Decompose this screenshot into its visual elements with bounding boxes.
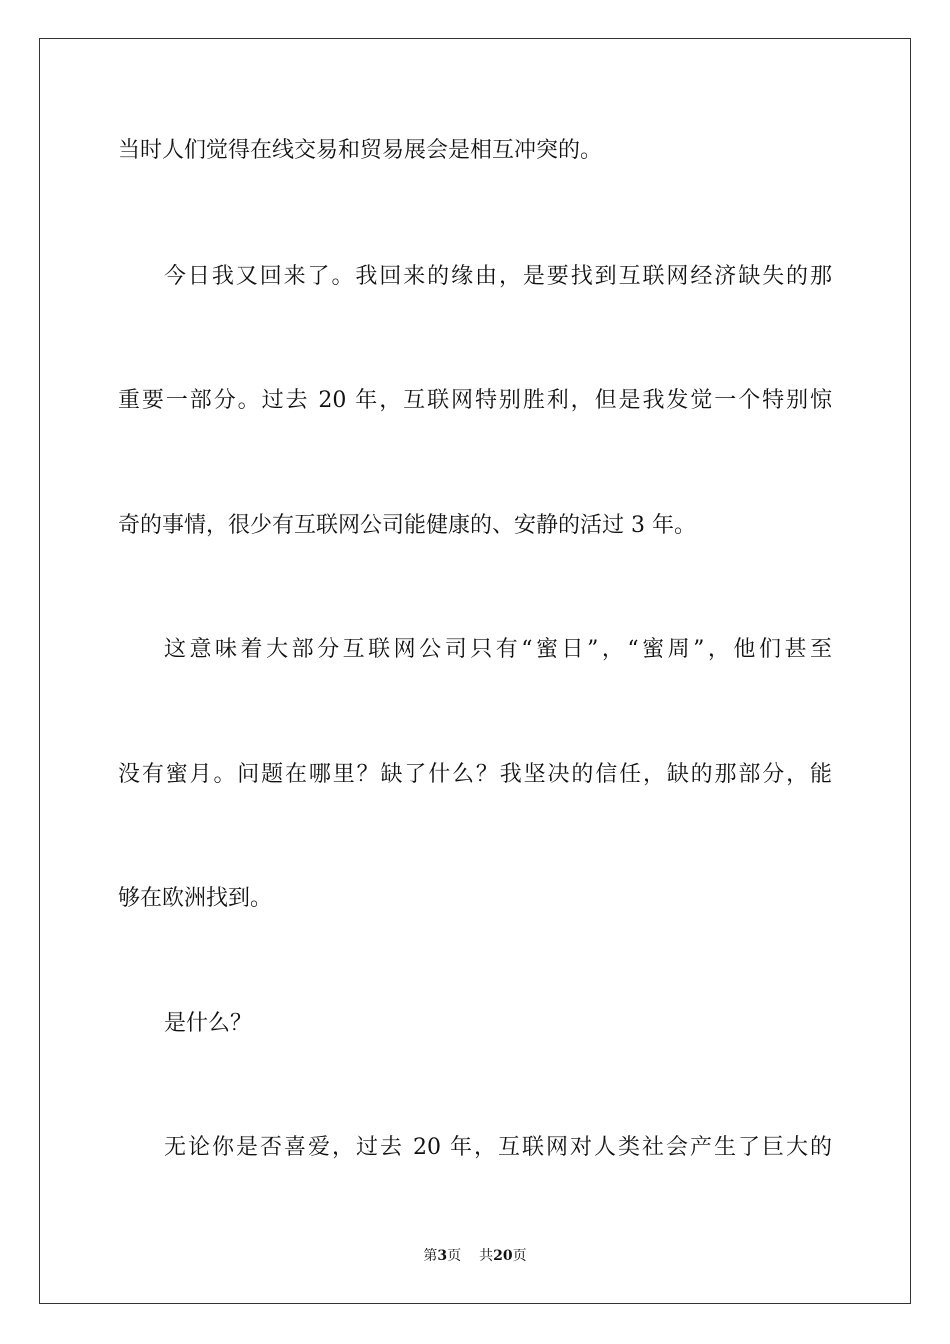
page-footer <box>0 1246 950 1266</box>
page-border <box>39 38 911 1304</box>
text-line-1: 当时人们觉得在线交易和贸易展会是相互冲突的。 <box>118 138 603 163</box>
footer-total-prefix: 共 <box>479 1248 494 1264</box>
text-line-5: 这意味着大部分互联网公司只有“蜜日”，“蜜周”，他们甚至 <box>164 637 832 662</box>
footer-page-current: 3 <box>437 1248 448 1264</box>
text-line-2: 今日我又回来了。我回来的缘由，是要找到互联网经济缺失的那 <box>164 264 832 289</box>
footer-page-total: 20 <box>493 1248 513 1264</box>
footer-total-suffix: 页 <box>512 1248 527 1264</box>
text-line-8: 是什么？ <box>164 1011 253 1036</box>
text-line-3: 重要一部分。过去 20 年，互联网特别胜利，但是我发觉一个特别惊 <box>118 388 832 413</box>
text-line-4: 奇的事情，很少有互联网公司能健康的、安静的活过 3 年。 <box>118 513 696 538</box>
text-line-7: 够在欧洲找到。 <box>118 886 273 911</box>
footer-page-prefix: 第 <box>423 1248 438 1264</box>
footer-page-suffix: 页 <box>447 1248 462 1264</box>
text-line-9: 无论你是否喜爱，过去 20 年，互联网对人类社会产生了巨大的 <box>164 1135 832 1160</box>
text-line-6: 没有蜜月。问题在哪里？缺了什么？我坚决的信任，缺的那部分，能 <box>118 762 832 787</box>
